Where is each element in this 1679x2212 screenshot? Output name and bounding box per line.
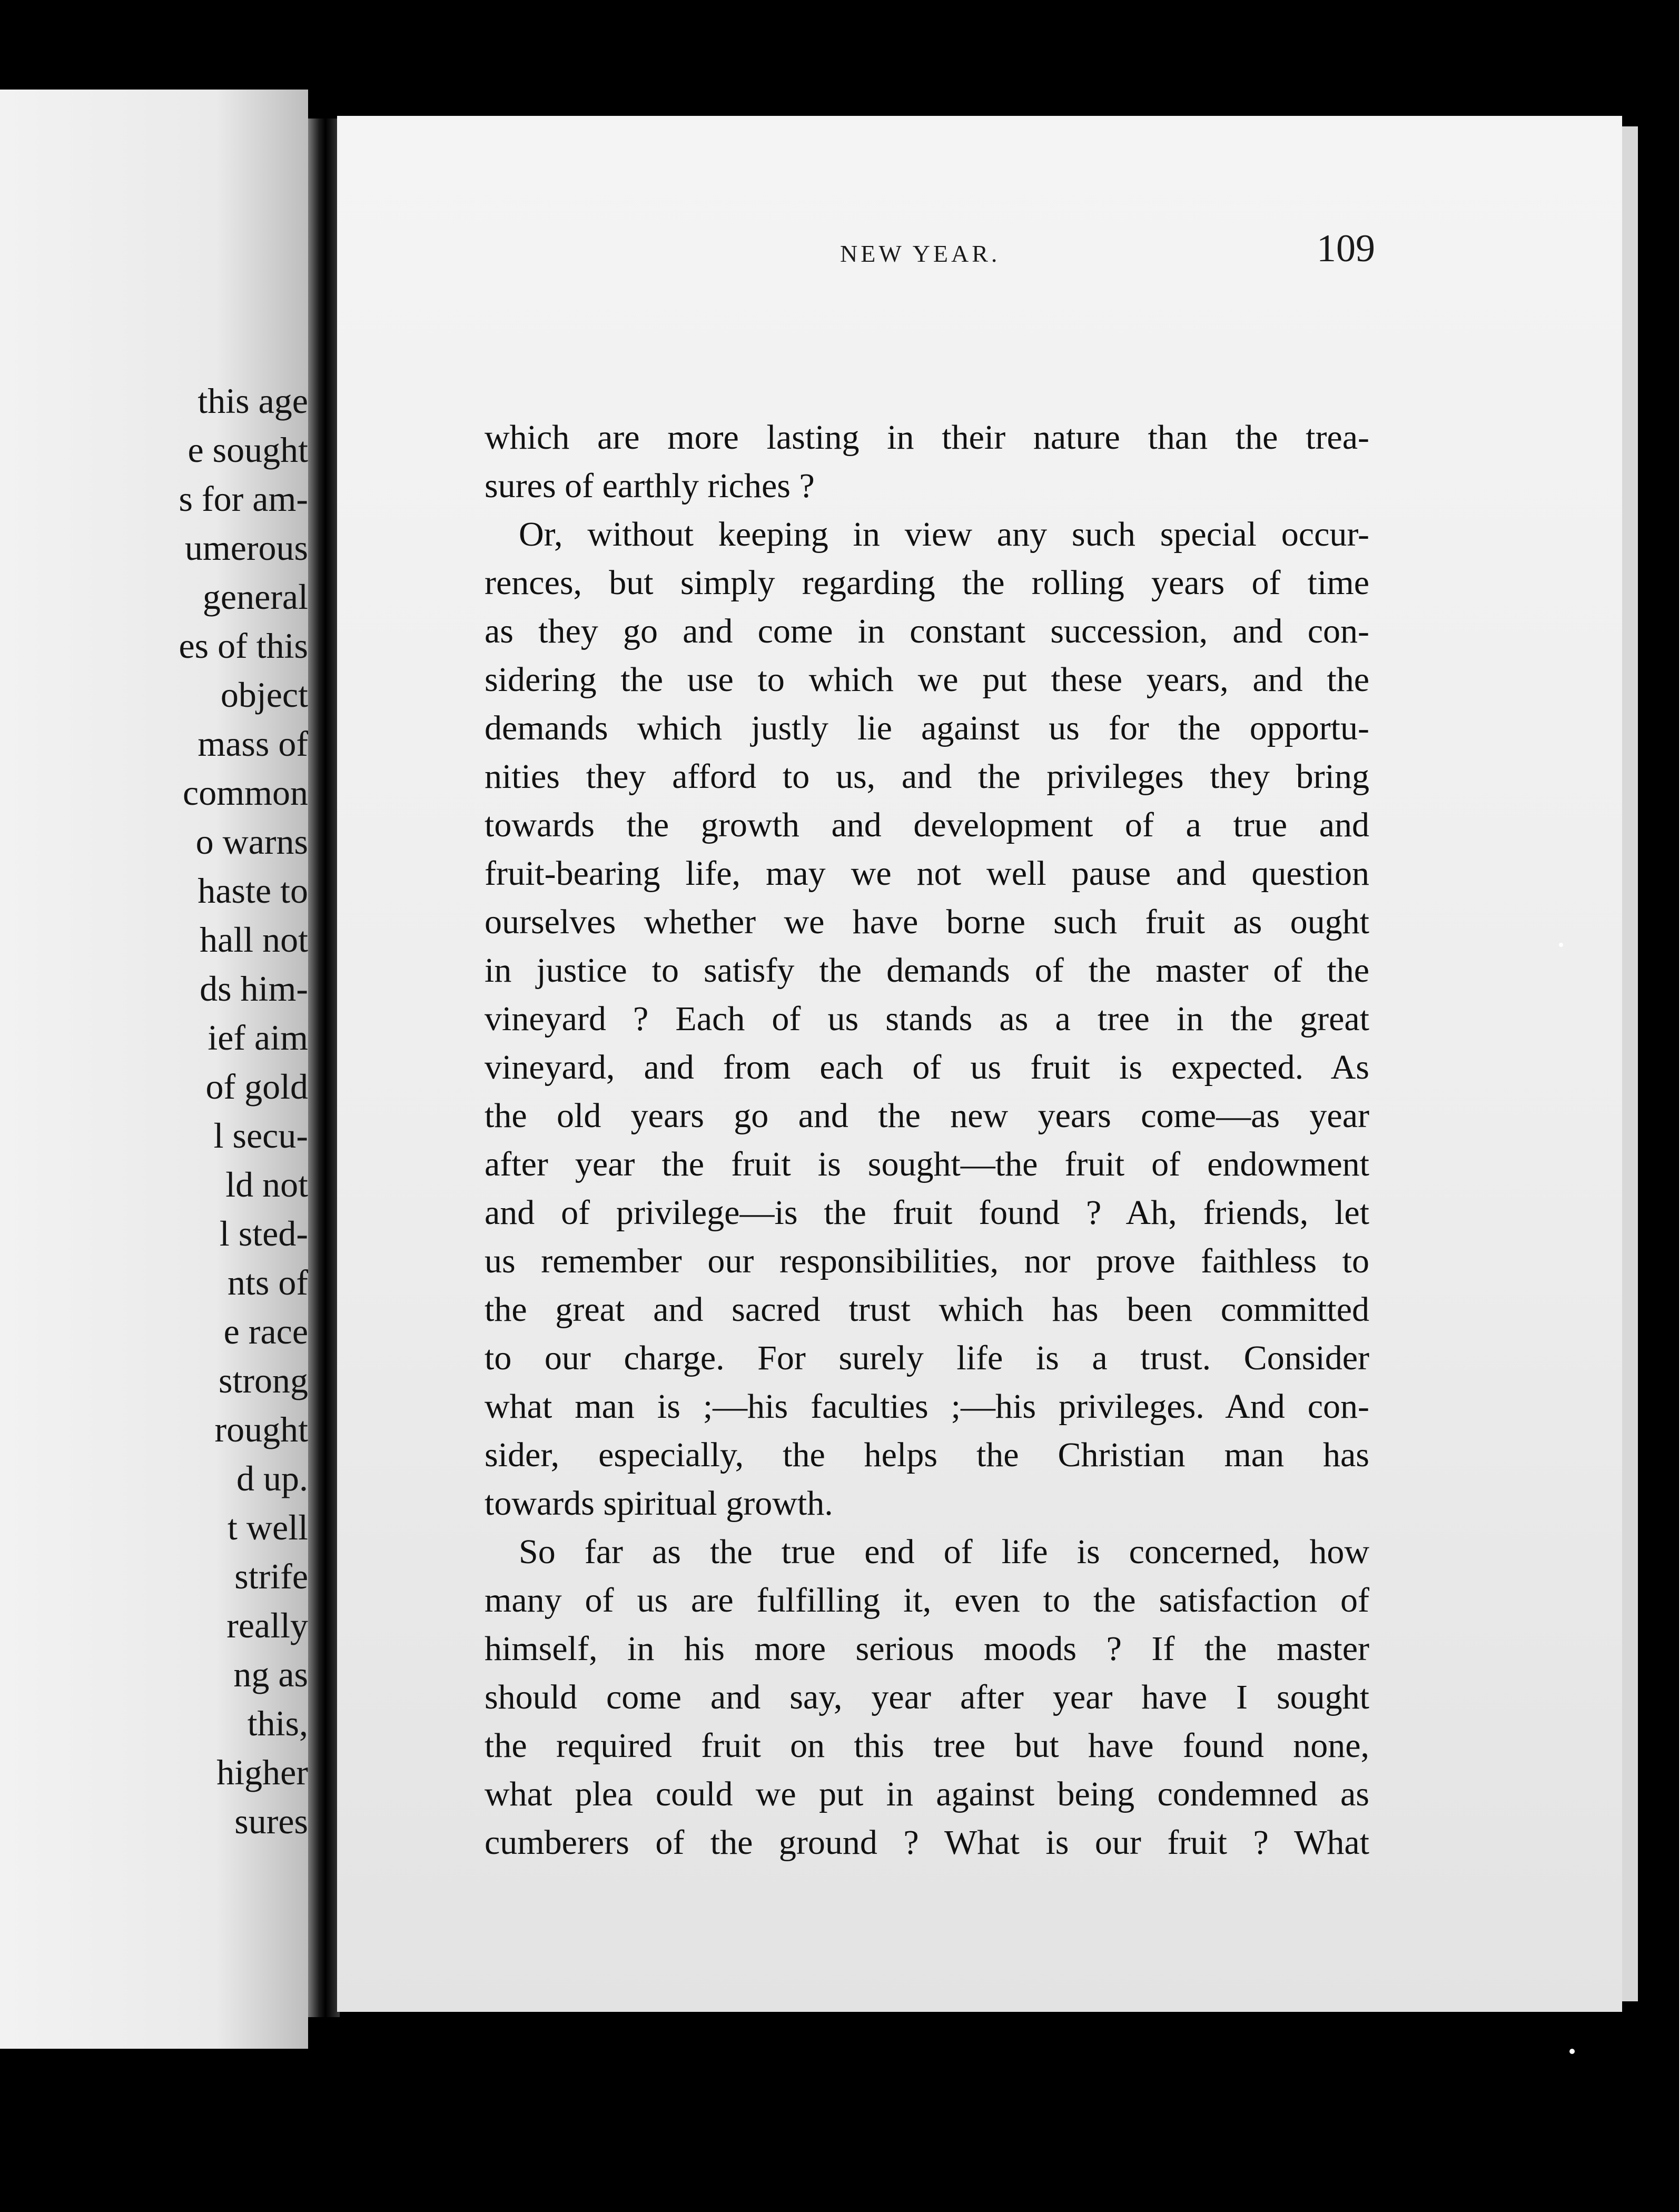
- left-line: e race: [223, 1311, 308, 1351]
- left-line: hall not: [200, 920, 308, 960]
- text-line: cumberers of the ground ? What is our fruit ? What: [485, 1823, 1369, 1862]
- left-line: mass of: [197, 724, 308, 764]
- text-line: vineyard, and from each of us fruit is expected. As: [485, 1048, 1369, 1087]
- left-line: nts of: [228, 1262, 308, 1302]
- text-line: should come and say, year after year have I sought: [485, 1678, 1369, 1716]
- text-line: as they go and come in constant succession, and con-: [485, 612, 1369, 650]
- page-header: [337, 227, 1622, 379]
- left-line: object: [220, 675, 308, 715]
- left-line: strong: [219, 1360, 308, 1400]
- left-line: higher: [216, 1752, 308, 1792]
- left-line: this age: [197, 381, 308, 421]
- text-line: sidering the use to which we put these years, and the: [485, 660, 1369, 699]
- left-line: haste to: [197, 871, 308, 911]
- left-line: d up.: [236, 1458, 308, 1498]
- text-line: what man is ;—his faculties ;—his privileges. And con-: [485, 1387, 1369, 1426]
- left-line: of gold: [205, 1066, 308, 1107]
- left-line: common: [183, 773, 308, 813]
- text-line: sider, especially, the helps the Christian man has: [485, 1436, 1369, 1474]
- text-line: the old years go and the new years come—as year: [485, 1097, 1369, 1135]
- left-line: umerous: [184, 528, 308, 568]
- left-page-fragment: [0, 90, 308, 2049]
- text-line: So far as the true end of life is concerned, how: [519, 1533, 1369, 1571]
- text-line: vineyard ? Each of us stands as a tree in the great: [485, 1000, 1369, 1038]
- left-line: l sted-: [219, 1213, 308, 1253]
- right-page: [337, 116, 1622, 2012]
- scan-speck: [100, 58, 107, 65]
- text-line: rences, but simply regarding the rolling years of time: [485, 564, 1369, 602]
- text-line: sures of earthly riches ?: [485, 467, 815, 505]
- text-line: ourselves whether we have borne such fruit as ought: [485, 903, 1369, 941]
- left-line: ief aim: [208, 1018, 308, 1058]
- left-line: e sought: [187, 430, 308, 470]
- text-line: demands which justly lie against us for the opportu-: [485, 709, 1369, 747]
- left-line: strife: [234, 1556, 308, 1596]
- page-number: 109: [1317, 227, 1375, 270]
- left-line: l secu-: [213, 1115, 308, 1156]
- text-line: which are more lasting in their nature than the trea-: [485, 418, 1369, 457]
- left-line: this,: [247, 1703, 308, 1743]
- text-line: fruit-bearing life, may we not well pause and question: [485, 854, 1369, 893]
- text-line: in justice to satisfy the demands of the master of the: [485, 951, 1369, 990]
- text-line: towards the growth and development of a true and: [485, 806, 1369, 844]
- text-line: towards spiritual growth.: [485, 1484, 833, 1523]
- left-line: t well: [228, 1507, 308, 1547]
- left-line: o warns: [195, 822, 308, 862]
- text-line: what plea could we put in against being condemned as: [485, 1775, 1369, 1813]
- scan-speck: [1559, 943, 1563, 947]
- text-line: us remember our responsibilities, nor prove faithless to: [485, 1242, 1369, 1280]
- text-line: after year the fruit is sought—the fruit of endowment: [485, 1145, 1369, 1183]
- page-edge: [1622, 126, 1638, 2001]
- text-line: the great and sacred trust which has been committed: [485, 1290, 1369, 1329]
- text-line: Or, without keeping in view any such special occur-: [519, 515, 1369, 554]
- left-line: general: [202, 577, 308, 617]
- book-gutter: [308, 118, 340, 2017]
- left-line: ds him-: [200, 969, 308, 1009]
- text-line: to our charge. For surely life is a trust. Consider: [485, 1339, 1369, 1377]
- left-line: really: [226, 1605, 308, 1645]
- text-line: himself, in his more serious moods ? If the master: [485, 1630, 1369, 1668]
- running-title: NEW YEAR.: [840, 240, 1001, 267]
- left-line: rought: [214, 1409, 308, 1449]
- text-line: and of privilege—is the fruit found ? Ah, friends, let: [485, 1193, 1369, 1232]
- left-line: ng as: [233, 1654, 308, 1694]
- left-line: s for am-: [179, 479, 308, 519]
- left-line: es of this: [179, 626, 308, 666]
- scan-speck: [1569, 2049, 1575, 2054]
- text-line: the required fruit on this tree but have found none,: [485, 1726, 1369, 1765]
- text-line: nities they afford to us, and the privileges they bring: [485, 757, 1369, 796]
- left-line: ld not: [225, 1164, 308, 1204]
- left-line: sures: [234, 1801, 308, 1841]
- text-line: many of us are fulfilling it, even to the satisfaction of: [485, 1581, 1369, 1619]
- left-page-text: [0, 377, 308, 1846]
